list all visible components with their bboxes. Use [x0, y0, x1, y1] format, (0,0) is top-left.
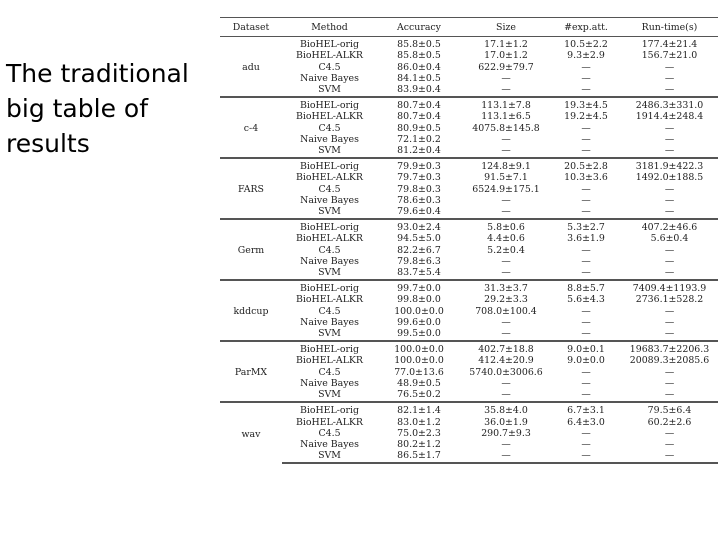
run-time-cell: — — [664, 145, 675, 157]
exp-att-cell: 10.5±2.2 — [564, 39, 608, 51]
accuracy-cell: 99.7±0.0 — [377, 280, 461, 294]
accuracy-cell: 75.0±2.3 — [397, 427, 441, 439]
accuracy-cell: 83.0±1.2 — [397, 416, 441, 428]
table-row — [220, 219, 718, 233]
dataset-cell: Germ — [220, 219, 282, 280]
run-time-cell: 156.7±21.0 — [641, 50, 698, 62]
method-cell: Naive Bayes — [300, 194, 359, 206]
size-cell: 6524.9±175.1 — [472, 183, 540, 195]
method-cell: BioHEL-orig — [282, 158, 377, 172]
run-time-cell: 19683.7±2206.3 — [621, 341, 718, 355]
table-header — [220, 18, 718, 37]
size-cell: 113.1±6.5 — [481, 111, 531, 123]
method-cell: SVM — [318, 206, 341, 218]
size-cell: — — [501, 255, 511, 267]
exp-att-cell: 10.3±3.6 — [564, 172, 608, 184]
exp-att-cell: 9.0±0.1 — [551, 341, 621, 355]
size-cell: — — [501, 194, 511, 206]
exp-att-cell: 20.5±2.8 — [551, 158, 621, 172]
size-cell: — — [501, 145, 511, 157]
dataset-group — [220, 97, 718, 158]
size-cell: 91.5±7.1 — [484, 172, 528, 184]
accuracy-cell: 100.0±0.0 — [377, 341, 461, 355]
slide-title-line-2: big table of — [6, 94, 148, 123]
run-time-cell: 1914.4±248.4 — [635, 111, 704, 123]
table-row — [220, 417, 718, 428]
method-cell: Naive Bayes — [300, 377, 359, 389]
accuracy-cell: 82.1±1.4 — [377, 402, 461, 416]
method-cell: Naive Bayes — [300, 255, 359, 267]
size-cell: 5.8±0.6 — [461, 219, 551, 233]
exp-att-cell: — — [551, 450, 621, 463]
table-row — [220, 378, 718, 389]
table-row — [220, 450, 718, 463]
size-cell: — — [501, 438, 511, 450]
exp-att-cell: 5.6±4.3 — [567, 294, 605, 306]
run-time-cell: 2736.1±528.2 — [635, 294, 704, 306]
size-cell: 17.0±1.2 — [484, 50, 528, 62]
header-accuracy: Accuracy — [377, 18, 461, 37]
size-cell: 4075.8±145.8 — [472, 122, 540, 134]
exp-att-cell: — — [581, 206, 591, 218]
exp-att-cell: — — [581, 267, 591, 279]
run-time-cell: 177.4±21.4 — [641, 39, 698, 51]
table-row — [220, 123, 718, 134]
size-cell: 4.4±0.6 — [487, 233, 525, 245]
accuracy-cell: 72.1±0.2 — [397, 133, 441, 145]
dataset-group — [220, 158, 718, 219]
table-row — [220, 172, 718, 183]
run-time-cell: — — [621, 450, 718, 463]
accuracy-cell: 99.5±0.0 — [397, 328, 441, 340]
table-row — [220, 341, 718, 355]
header-exp-att: #exp.att. — [551, 18, 621, 37]
run-time-cell: — — [664, 194, 675, 206]
accuracy-cell: 79.8±6.3 — [397, 255, 441, 267]
dataset-group — [220, 402, 718, 463]
size-cell: — — [501, 206, 511, 218]
accuracy-cell: 99.8±0.0 — [397, 294, 441, 306]
method-cell: C4.5 — [318, 305, 341, 317]
method-cell: BioHEL-ALKR — [295, 111, 363, 123]
exp-att-cell: 19.2±4.5 — [564, 111, 608, 123]
method-cell: C4.5 — [318, 427, 341, 439]
table-row — [220, 134, 718, 145]
size-cell: — — [501, 84, 511, 96]
exp-att-cell: — — [581, 194, 591, 206]
slide-title-line-1: The traditional — [6, 59, 189, 88]
table-row — [220, 50, 718, 61]
size-cell: 17.1±1.2 — [484, 39, 528, 51]
run-time-cell: — — [664, 316, 675, 328]
table-row — [220, 280, 718, 294]
method-cell: SVM — [318, 84, 341, 96]
header-row — [220, 18, 718, 37]
accuracy-cell: 86.5±1.7 — [377, 450, 461, 463]
exp-att-cell: — — [581, 122, 591, 134]
accuracy-cell: 79.6±0.4 — [397, 206, 441, 218]
method-cell: C4.5 — [318, 183, 341, 195]
run-time-cell: — — [664, 438, 675, 450]
table-row — [220, 84, 718, 97]
size-cell: — — [461, 450, 551, 463]
size-cell: — — [501, 133, 511, 145]
method-cell: BioHEL-orig — [282, 402, 377, 416]
dataset-cell: FARS — [220, 158, 282, 219]
dataset-cell: kddcup — [220, 280, 282, 341]
size-cell: 124.8±9.1 — [461, 158, 551, 172]
run-time-cell: 3181.9±422.3 — [621, 158, 718, 172]
method-cell: BioHEL-ALKR — [295, 355, 363, 367]
method-cell: SVM — [318, 389, 341, 401]
accuracy-cell: 79.8±0.3 — [397, 183, 441, 195]
table-row — [220, 328, 718, 341]
accuracy-cell: 99.6±0.0 — [397, 316, 441, 328]
table-row — [220, 306, 718, 317]
slide-title-line-3: results — [6, 129, 90, 158]
method-cell: C4.5 — [318, 61, 341, 73]
size-cell: 5740.0±3006.6 — [469, 366, 543, 378]
run-time-cell: — — [664, 183, 675, 195]
results-table — [220, 17, 718, 464]
exp-att-cell: 9.3±2.9 — [567, 50, 605, 62]
exp-att-cell: — — [581, 244, 591, 256]
table-row — [220, 233, 718, 244]
size-cell: 113.1±7.8 — [461, 97, 551, 111]
table-row — [220, 111, 718, 122]
exp-att-cell: 6.7±3.1 — [551, 402, 621, 416]
run-time-cell: — — [664, 61, 675, 73]
accuracy-cell: 81.2±0.4 — [397, 145, 441, 157]
accuracy-cell: 94.5±5.0 — [397, 233, 441, 245]
header-method: Method — [282, 18, 377, 37]
exp-att-cell: — — [581, 72, 591, 84]
size-cell: 402.7±18.8 — [461, 341, 551, 355]
exp-att-cell: — — [581, 427, 591, 439]
table-row — [220, 367, 718, 378]
accuracy-cell: 80.9±0.5 — [397, 122, 441, 134]
accuracy-cell: 80.7±0.4 — [377, 97, 461, 111]
table-row — [220, 97, 718, 111]
method-cell: BioHEL-orig — [282, 280, 377, 294]
method-cell: Naive Bayes — [300, 316, 359, 328]
size-cell: — — [501, 72, 511, 84]
accuracy-cell: 80.7±0.4 — [397, 111, 441, 123]
method-cell: C4.5 — [318, 122, 341, 134]
run-time-cell: — — [664, 84, 675, 96]
exp-att-cell: 9.0±0.0 — [567, 355, 605, 367]
table-row — [220, 317, 718, 328]
run-time-cell: — — [664, 255, 675, 267]
accuracy-cell: 100.0±0.0 — [394, 355, 444, 367]
size-cell: 29.2±3.3 — [484, 294, 528, 306]
accuracy-cell: 85.8±0.5 — [397, 50, 441, 62]
exp-att-cell: — — [581, 255, 591, 267]
dataset-group — [220, 219, 718, 280]
method-cell: BioHEL-orig — [299, 39, 360, 51]
run-time-cell: — — [664, 133, 675, 145]
dataset-cell: adu — [242, 62, 260, 74]
table-row — [220, 439, 718, 450]
run-time-cell: 20089.3±2085.6 — [629, 355, 710, 367]
table-row — [220, 73, 718, 84]
run-time-cell: — — [664, 366, 675, 378]
run-time-cell: — — [664, 206, 675, 218]
run-time-cell: — — [664, 72, 675, 84]
exp-att-cell: 5.3±2.7 — [551, 219, 621, 233]
exp-att-cell: — — [581, 145, 591, 157]
table-row — [220, 402, 718, 416]
exp-att-cell: — — [581, 305, 591, 317]
exp-att-cell: — — [581, 377, 591, 389]
method-cell: BioHEL-ALKR — [295, 50, 363, 62]
accuracy-cell: 79.7±0.3 — [397, 172, 441, 184]
method-cell: BioHEL-ALKR — [295, 172, 363, 184]
slide-title — [6, 56, 206, 161]
exp-att-cell: — — [581, 133, 591, 145]
size-cell: 622.9±79.7 — [478, 61, 534, 73]
table-row — [220, 245, 718, 256]
size-cell: 708.0±100.4 — [475, 305, 537, 317]
table-row — [220, 158, 718, 172]
exp-att-cell: — — [581, 61, 591, 73]
accuracy-cell: 83.9±0.4 — [397, 84, 441, 96]
table-row — [220, 195, 718, 206]
exp-att-cell: — — [581, 316, 591, 328]
run-time-cell: — — [664, 328, 675, 340]
exp-att-cell: 19.3±4.5 — [551, 97, 621, 111]
run-time-cell: — — [664, 389, 675, 401]
size-cell: 290.7±9.3 — [481, 427, 531, 439]
method-cell: C4.5 — [318, 366, 341, 378]
method-cell: BioHEL-ALKR — [295, 416, 363, 428]
table-row — [220, 256, 718, 267]
header-size: Size — [461, 18, 551, 37]
accuracy-cell: 83.7±5.4 — [397, 267, 441, 279]
method-cell: BioHEL-orig — [282, 97, 377, 111]
method-cell: SVM — [318, 267, 341, 279]
table-row — [220, 389, 718, 402]
size-cell: 31.3±3.7 — [461, 280, 551, 294]
exp-att-cell: — — [581, 328, 591, 340]
table-row — [220, 428, 718, 439]
size-cell: — — [501, 316, 511, 328]
table-row — [220, 206, 718, 219]
method-cell: BioHEL-ALKR — [295, 294, 363, 306]
accuracy-cell: 79.9±0.3 — [377, 158, 461, 172]
size-cell: — — [501, 389, 511, 401]
accuracy-cell: 78.6±0.3 — [397, 194, 441, 206]
dataset-cell: wav — [220, 402, 282, 463]
size-cell: — — [501, 267, 511, 279]
method-cell: BioHEL-orig — [282, 341, 377, 355]
run-time-cell: 407.2±46.6 — [621, 219, 718, 233]
run-time-cell: — — [664, 377, 675, 389]
run-time-cell: — — [664, 244, 675, 256]
size-cell: — — [501, 377, 511, 389]
run-time-cell: — — [664, 122, 675, 134]
table-row — [220, 37, 718, 51]
method-cell: Naive Bayes — [300, 438, 359, 450]
run-time-cell: 1492.0±188.5 — [635, 172, 704, 184]
header-dataset: Dataset — [220, 18, 282, 37]
run-time-cell: — — [664, 267, 675, 279]
run-time-cell: 5.6±0.4 — [650, 233, 689, 245]
method-cell: SVM — [318, 328, 341, 340]
run-time-cell: 79.5±6.4 — [621, 402, 718, 416]
method-cell: BioHEL-orig — [282, 219, 377, 233]
accuracy-cell: 48.9±0.5 — [397, 377, 441, 389]
exp-att-cell: — — [581, 438, 591, 450]
size-cell: — — [501, 328, 511, 340]
dataset-group — [220, 280, 718, 341]
exp-att-cell: 3.6±1.9 — [567, 233, 605, 245]
size-cell: 412.4±20.9 — [478, 355, 534, 367]
accuracy-cell: 80.2±1.2 — [397, 438, 441, 450]
table-row — [220, 267, 718, 280]
method-cell: Naive Bayes — [300, 72, 359, 84]
table-row — [220, 294, 718, 305]
accuracy-cell: 82.2±6.7 — [397, 244, 441, 256]
dataset-group — [220, 341, 718, 402]
accuracy-cell: 93.0±2.4 — [377, 219, 461, 233]
dataset-group — [220, 37, 718, 98]
run-time-cell: 2486.3±331.0 — [621, 97, 718, 111]
accuracy-cell: 76.5±0.2 — [397, 389, 441, 401]
method-cell: BioHEL-ALKR — [295, 233, 363, 245]
table-row — [220, 145, 718, 158]
exp-att-cell: 6.4±3.0 — [567, 416, 605, 428]
method-cell: C4.5 — [318, 244, 341, 256]
table-row — [220, 62, 718, 73]
accuracy-cell: 84.1±0.5 — [397, 72, 441, 84]
run-time-cell: 7409.4±1193.9 — [621, 280, 718, 294]
accuracy-cell: 77.0±13.6 — [394, 366, 444, 378]
run-time-cell: 60.2±2.6 — [647, 416, 692, 428]
exp-att-cell: 8.8±5.7 — [551, 280, 621, 294]
dataset-cell: ParMX — [220, 341, 282, 402]
table-row — [220, 184, 718, 195]
exp-att-cell: — — [581, 366, 591, 378]
exp-att-cell: — — [581, 183, 591, 195]
dataset-cell: c-4 — [220, 97, 282, 158]
size-cell: 36.0±1.9 — [484, 416, 528, 428]
size-cell: 35.8±4.0 — [461, 402, 551, 416]
exp-att-cell: — — [581, 389, 591, 401]
method-cell: SVM — [318, 145, 341, 157]
accuracy-cell: 85.8±0.5 — [397, 39, 441, 51]
table-row — [220, 355, 718, 366]
size-cell: 5.2±0.4 — [487, 244, 525, 256]
run-time-cell: — — [664, 305, 675, 317]
exp-att-cell: — — [581, 84, 591, 96]
accuracy-cell: 86.0±0.4 — [397, 61, 441, 73]
method-cell: SVM — [282, 450, 377, 463]
accuracy-cell: 100.0±0.0 — [394, 305, 444, 317]
method-cell: Naive Bayes — [300, 133, 359, 145]
header-run-time: Run-time(s) — [621, 18, 718, 37]
run-time-cell: — — [664, 427, 675, 439]
